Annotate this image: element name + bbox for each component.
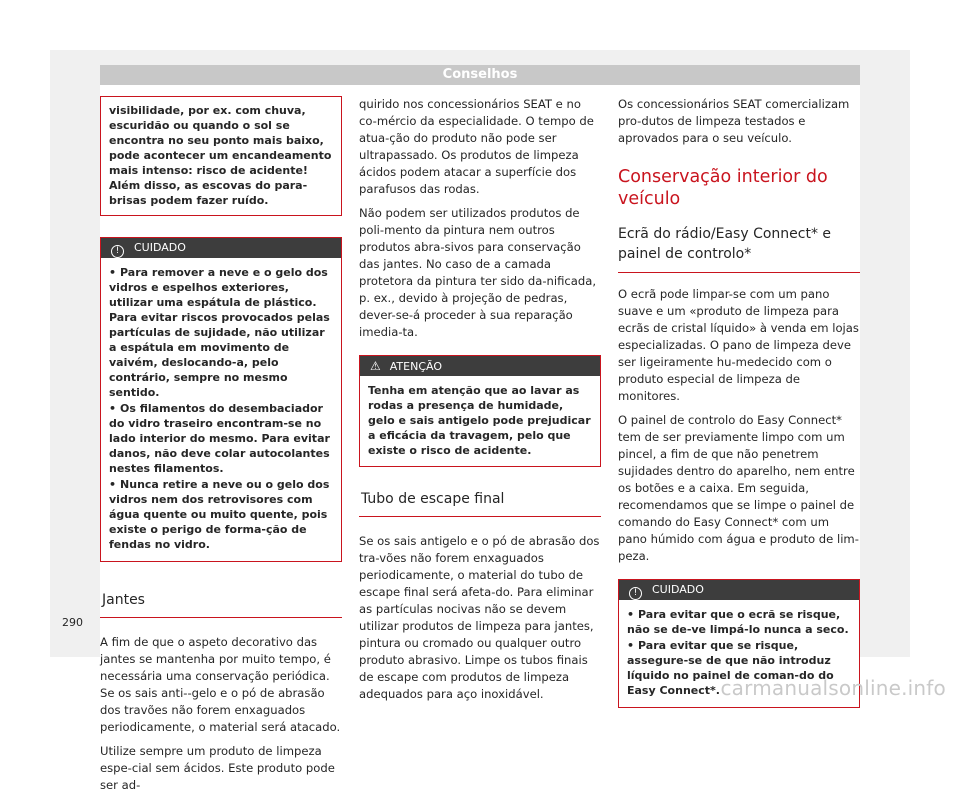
bullet-icon: •	[109, 402, 117, 415]
caution-box	[100, 237, 342, 562]
paragraph: O painel de controlo do Easy Connect* tem de ser previamente limpo com um pincel, a fim de que não penetrem sujidades dentro do aparelho, nem entre os botões e a caixa. Em seguida, recomendamos que se limpe o painel de comando do Easy Connect* com um pano húmido com água e produto de lim-peza.	[618, 413, 859, 563]
column-1	[100, 96, 342, 801]
caution-item: • Para remover a neve e o gelo dos vidros e espelhos exteriores, utilizar uma espátula de plástico. Para evitar riscos provocados pelas partículas de sujidade, não utilizar a espátula em movimento de vaivém, deslocando-a, pelo contrário, sempre no mesmo sentido.	[109, 266, 330, 399]
caution-header	[619, 580, 859, 600]
paragraph: A fim de que o aspeto decorativo das jantes se mantenha por muito tempo, é necessária uma conservação periódica. Se os sais anti--gelo e o pó de abrasão dos travões não forem enxaguados periodicamente, o material será atacado.	[100, 635, 341, 734]
column-3	[618, 96, 860, 708]
paragraph: quirido nos concessionários SEAT e no co-mércio da especialidade. O tempo de atua-ção do produto não pode ser ultrapassado. Os produtos de limpeza ácidos podem atacar a superfície dos parafusos das rodas.	[359, 97, 594, 196]
caution-header	[101, 238, 341, 258]
warning-continuation-text: visibilidade, por ex. com chuva, escuridão ou quando o sol se encontra no seu ponto mais baixo, pode acontecer um encandeamento mais intenso: risco de acidente! Além disso, as escovas do para-brisas podem fazer ruído.	[109, 104, 332, 207]
caution-item: • Os filamentos do desembaciador do vidro traseiro encontram-se no lado interior do mesmo. Para evitar danos, não deve colar autocolantes nestes filamentos.	[109, 402, 330, 475]
column-2	[359, 96, 601, 710]
bullet-icon: •	[109, 266, 117, 279]
section-title-jantes: Jantes	[100, 592, 342, 618]
paragraph: O ecrã pode limpar-se com um pano suave e um «produto de limpeza para ecrãs de cristal líquido» à venda em lojas especializadas. O pano de limpeza deve ser ligeiramente hu-medecido com o produto especial de limpeza de monitores.	[618, 287, 859, 403]
chapter-title: Conservação interior do veículo	[618, 167, 828, 209]
caution-item: • Para evitar que o ecrã se risque, não se de-ve limpá-lo nunca a seco.	[627, 608, 849, 636]
watermark: carmanualsonline.info	[720, 676, 946, 700]
paragraph: Se os sais antigelo e o pó de abrasão dos tra-vões não forem enxaguados periodicamente, o material do tubo de escape final será afeta-do. Para eliminar as partículas nocivas não se devem utilizar produtos de limpeza para jantes, pintura ou cromado ou qualquer outro produto abrasivo. Limpe os tubos finais de escape com produtos de limpeza adequados para aço inoxidável.	[359, 534, 600, 701]
warning-continuation-box	[100, 96, 342, 216]
caution-label: CUIDADO	[652, 583, 704, 596]
bullet-icon: •	[627, 639, 635, 652]
caution-item: • Nunca retire a neve ou o gelo dos vidros nem dos retrovisores com água quente ou muito quente, pois existe o perigo de forma-ção de fendas no vidro.	[109, 478, 330, 551]
attention-header	[360, 356, 600, 376]
paragraph: Não podem ser utilizados produtos de poli-mento da pintura nem outros produtos abra-sivos para conservação das jantes. No caso de a camada protetora da pintura ter sido da-nificada, p. ex., devido à projeção de pedras, dever-se-á proceder à sua reparação imedia-ta.	[359, 206, 597, 339]
info-circle-icon: !	[629, 587, 642, 600]
caution-item: • Para evitar que se risque, assegure-se de que não introduz líquido no painel de coman-do do Easy Connect*.	[627, 639, 834, 697]
paragraph: Os concessionários SEAT comercializam pro-dutos de limpeza testados e aprovados para o seu veículo.	[618, 97, 850, 145]
attention-body: Tenha em atenção que ao lavar as rodas a presença de humidade, gelo e sais antigelo pode prejudicar a eficácia da travagem, pelo que existe o risco de acidente.	[368, 384, 591, 457]
bullet-icon: •	[109, 478, 117, 491]
caution-body	[101, 258, 341, 561]
attention-label: ATENÇÃO	[389, 360, 443, 373]
section-title-escape: Tubo de escape final	[359, 491, 601, 517]
attention-box	[359, 355, 601, 467]
caution-label: CUIDADO	[134, 241, 186, 254]
page-number: 290	[62, 616, 83, 629]
chapter-header: Conselhos	[100, 65, 860, 85]
paragraph: Utilize sempre um produto de limpeza espe-cial sem ácidos. Este produto pode ser ad-	[100, 744, 335, 792]
info-circle-icon: !	[111, 245, 124, 258]
bullet-icon: •	[627, 608, 635, 621]
section-title-ecra: Ecrã do rádio/Easy Connect* e painel de controlo*	[618, 224, 860, 273]
warning-triangle-icon: ⚠	[370, 359, 381, 373]
